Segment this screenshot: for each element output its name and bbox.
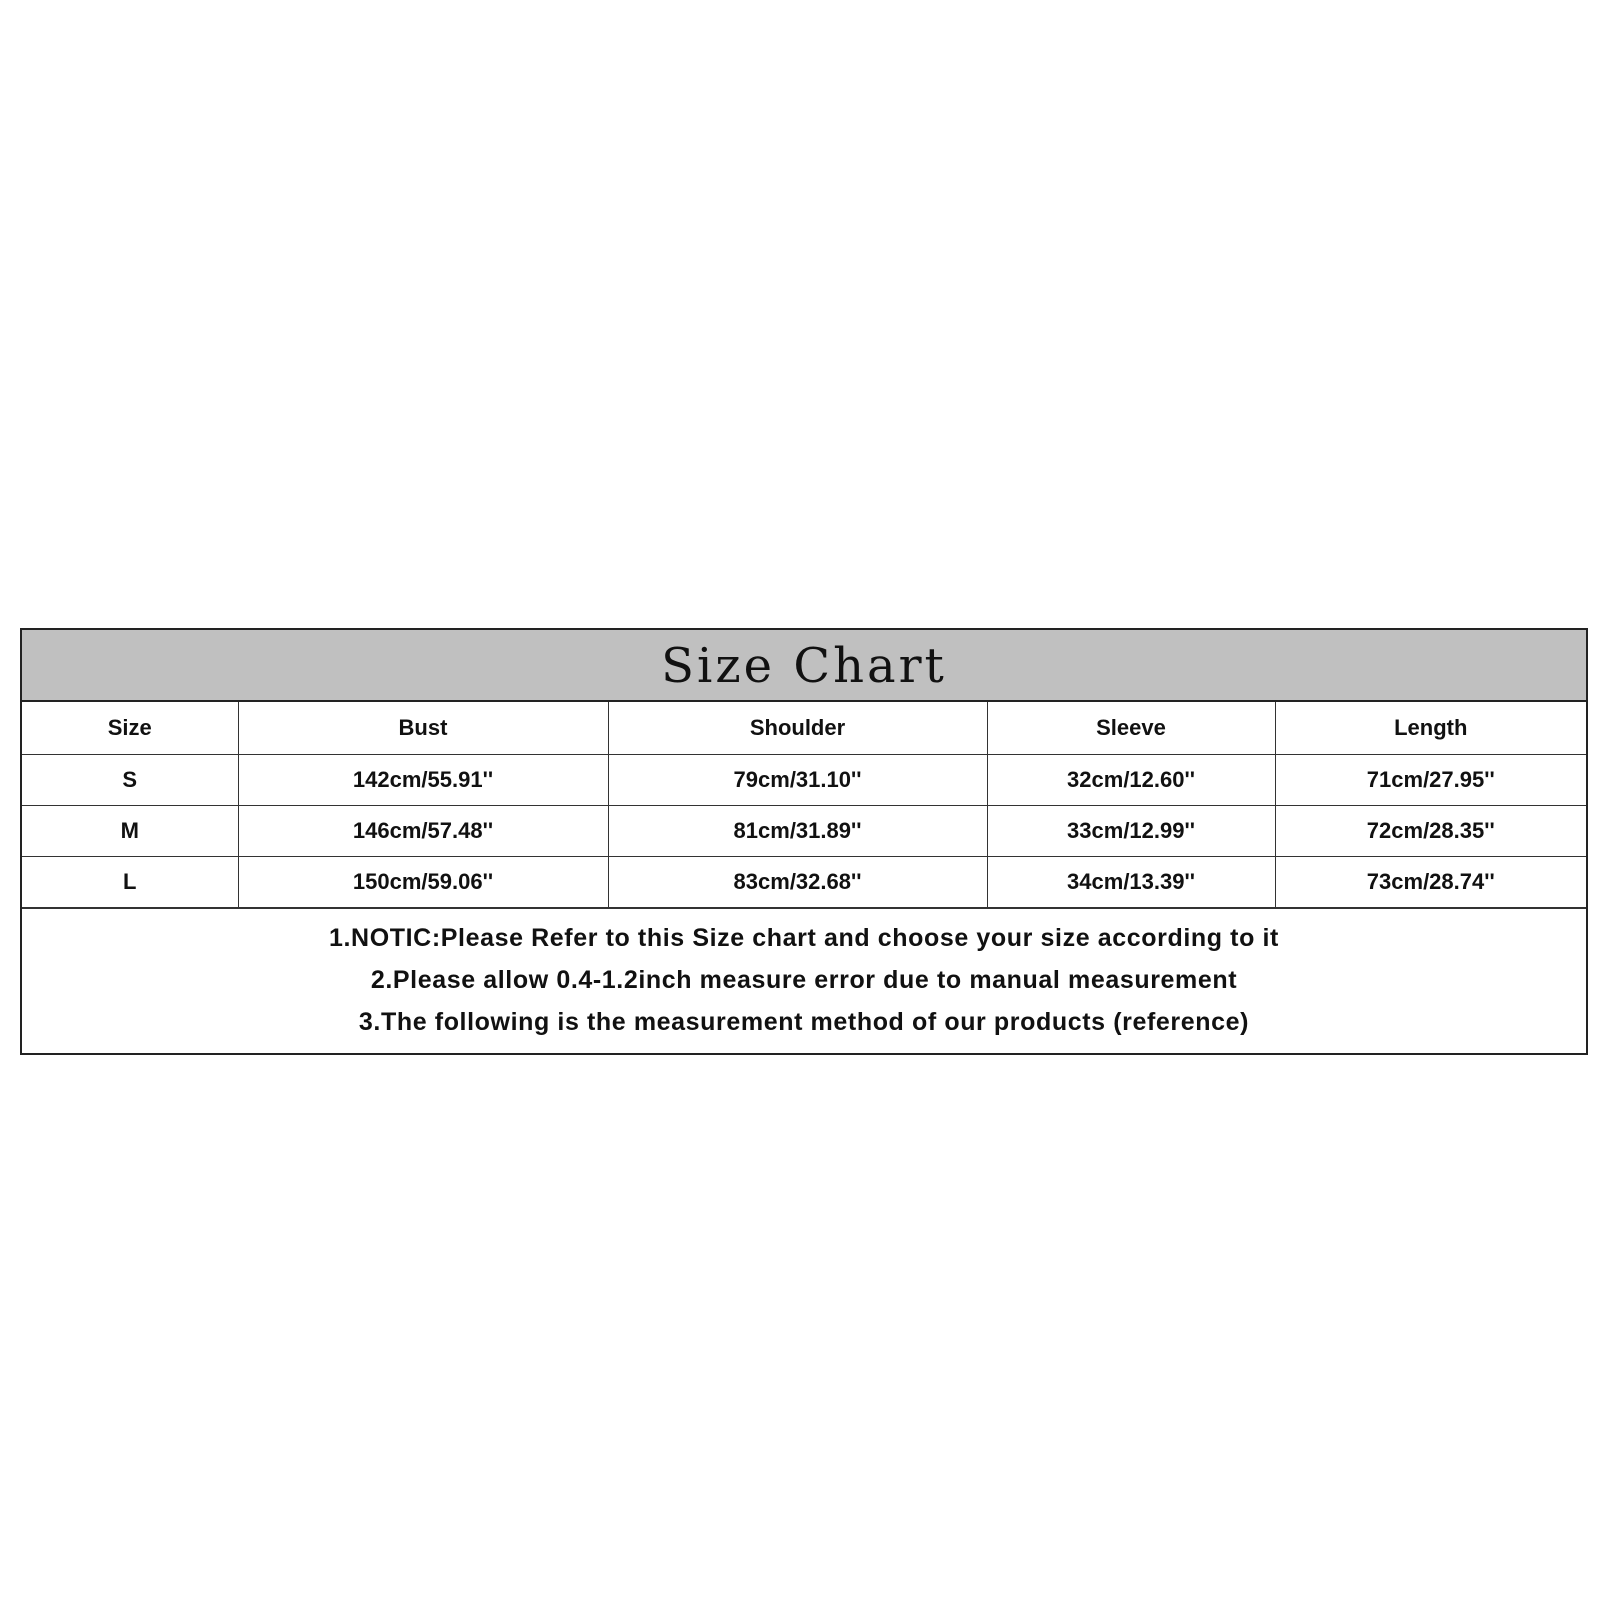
table-header-row (22, 702, 1586, 754)
note-line-3: 3.The following is the measurement method of our products (reference) (358, 1007, 1250, 1036)
size-cell: S (22, 754, 238, 805)
bust-cell: 142cm/55.91'' (238, 754, 608, 805)
shoulder-cell: 83cm/32.68'' (608, 856, 987, 907)
note-line-1: 1.NOTIC:Please Refer to this Size chart and choose your size according to it (329, 923, 1279, 952)
table-row (22, 754, 1586, 805)
table-row (22, 805, 1586, 856)
size-chart (20, 628, 1588, 1055)
size-cell: L (22, 856, 238, 907)
notes-section (22, 908, 1586, 1053)
sleeve-cell: 34cm/13.39'' (987, 856, 1275, 907)
column-header-sleeve: Sleeve (987, 702, 1275, 754)
bust-cell: 146cm/57.48'' (238, 805, 608, 856)
sleeve-cell: 32cm/12.60'' (987, 754, 1275, 805)
size-table (22, 702, 1586, 908)
column-header-length: Length (1275, 702, 1586, 754)
bust-cell: 150cm/59.06'' (238, 856, 608, 907)
note-line-2: 2.Please allow 0.4-1.2inch measure error due to manual measurement (370, 965, 1238, 994)
column-header-shoulder: Shoulder (608, 702, 987, 754)
shoulder-cell: 81cm/31.89'' (608, 805, 987, 856)
column-header-bust: Bust (238, 702, 608, 754)
chart-title-bar (22, 630, 1586, 702)
chart-title: Size Chart (661, 638, 947, 694)
table-row (22, 856, 1586, 907)
length-cell: 72cm/28.35'' (1275, 805, 1586, 856)
column-header-size: Size (22, 702, 238, 754)
shoulder-cell: 79cm/31.10'' (608, 754, 987, 805)
sleeve-cell: 33cm/12.99'' (987, 805, 1275, 856)
length-cell: 71cm/27.95'' (1275, 754, 1586, 805)
length-cell: 73cm/28.74'' (1275, 856, 1586, 907)
size-cell: M (22, 805, 238, 856)
